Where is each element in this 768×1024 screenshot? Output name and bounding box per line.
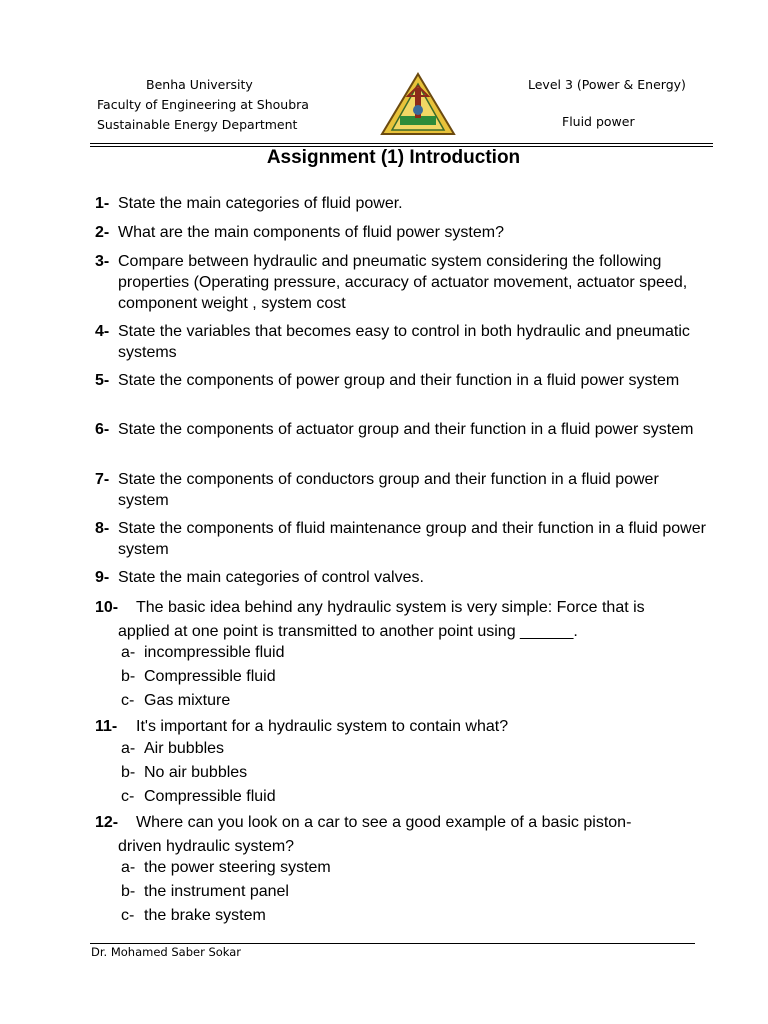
university-name: Benha University (146, 77, 253, 92)
option-text: incompressible fluid (144, 644, 285, 661)
question-11 (95, 716, 726, 737)
question-text: The basic idea behind any hydraulic system is very simple: Force that is (136, 599, 645, 616)
question-text: State the components of conductors group and their function in a fluid power system (118, 471, 659, 509)
level-label: Level 3 (Power & Energy) (528, 77, 686, 92)
option-text: Air bubbles (144, 740, 225, 757)
question-number: 9- (95, 569, 110, 586)
question-text: State the main categories of fluid power. (118, 195, 403, 212)
question-10-option-b (121, 668, 276, 686)
question-10 (95, 597, 726, 618)
question-10-option-c (121, 692, 230, 710)
option-text: the instrument panel (144, 883, 289, 900)
question-text: Where can you look on a car to see a good example of a basic piston- (136, 814, 632, 831)
question-12-option-b (121, 883, 289, 901)
question-number: 10- (95, 599, 119, 616)
option-text: Gas mixture (144, 692, 231, 709)
question-text: State the components of power group and their function in a fluid power system (118, 372, 680, 389)
question-5 (95, 370, 708, 391)
question-number: 6- (95, 421, 110, 438)
department-name: Sustainable Energy Department (97, 117, 298, 132)
question-4 (95, 321, 708, 363)
question-text: What are the main components of fluid power system? (118, 224, 504, 241)
question-12-option-c (121, 907, 266, 925)
question-number: 8- (95, 520, 110, 537)
question-12-option-a (121, 859, 331, 877)
question-8 (95, 518, 708, 560)
faculty-name: Faculty of Engineering at Shoubra (97, 97, 309, 112)
question-number: 12- (95, 814, 119, 831)
option-text: No air bubbles (144, 764, 248, 781)
course-label: Fluid power (562, 114, 635, 129)
question-1 (95, 193, 708, 214)
question-number: 11- (95, 718, 118, 735)
option-letter: c- (121, 692, 135, 709)
question-text: Compare between hydraulic and pneumatic system considering the following properties (Operating pressure, accuracy of actuator movement, actuator speed, component weight , system cost (118, 253, 688, 312)
question-number: 7- (95, 471, 110, 488)
question-text: State the components of actuator group and their function in a fluid power system (118, 421, 694, 438)
question-3 (95, 251, 708, 314)
question-number: 1- (95, 195, 110, 212)
option-text: the brake system (144, 907, 266, 924)
page-title: Assignment (1) Introduction (266, 147, 521, 168)
option-text: Compressible fluid (144, 668, 276, 685)
option-letter: b- (121, 764, 136, 781)
university-logo-icon (378, 72, 458, 136)
question-9 (95, 567, 708, 588)
university-header (97, 75, 309, 135)
option-text: Compressible fluid (144, 788, 276, 805)
question-6 (95, 419, 708, 440)
option-letter: b- (121, 883, 136, 900)
header-divider (90, 143, 713, 144)
question-10-continuation: applied at one point is transmitted to another point using ______. (118, 623, 578, 640)
question-text: It's important for a hydraulic system to contain what? (136, 718, 509, 735)
option-letter: a- (121, 740, 136, 757)
option-letter: a- (121, 644, 136, 661)
footer-author: Dr. Mohamed Saber Sokar (91, 945, 242, 959)
question-number: 5- (95, 372, 110, 389)
option-letter: c- (121, 788, 135, 805)
option-letter: b- (121, 668, 136, 685)
question-text: State the variables that becomes easy to control in both hydraulic and pneumatic systems (118, 323, 690, 361)
question-12-continuation: driven hydraulic system? (118, 838, 295, 855)
question-text: State the components of fluid maintenance group and their function in a fluid power system (118, 520, 706, 558)
question-12 (95, 812, 726, 833)
question-2 (95, 222, 708, 243)
question-10-option-a (121, 644, 285, 662)
question-text: State the main categories of control valves. (118, 569, 424, 586)
question-7 (95, 469, 708, 511)
footer-divider (90, 943, 695, 944)
question-11-option-c (121, 788, 276, 806)
question-number: 3- (95, 253, 110, 270)
question-11-option-b (121, 764, 247, 782)
option-letter: a- (121, 859, 136, 876)
option-text: the power steering system (144, 859, 331, 876)
question-number: 4- (95, 323, 110, 340)
option-letter: c- (121, 907, 135, 924)
question-number: 2- (95, 224, 110, 241)
question-11-option-a (121, 740, 224, 758)
